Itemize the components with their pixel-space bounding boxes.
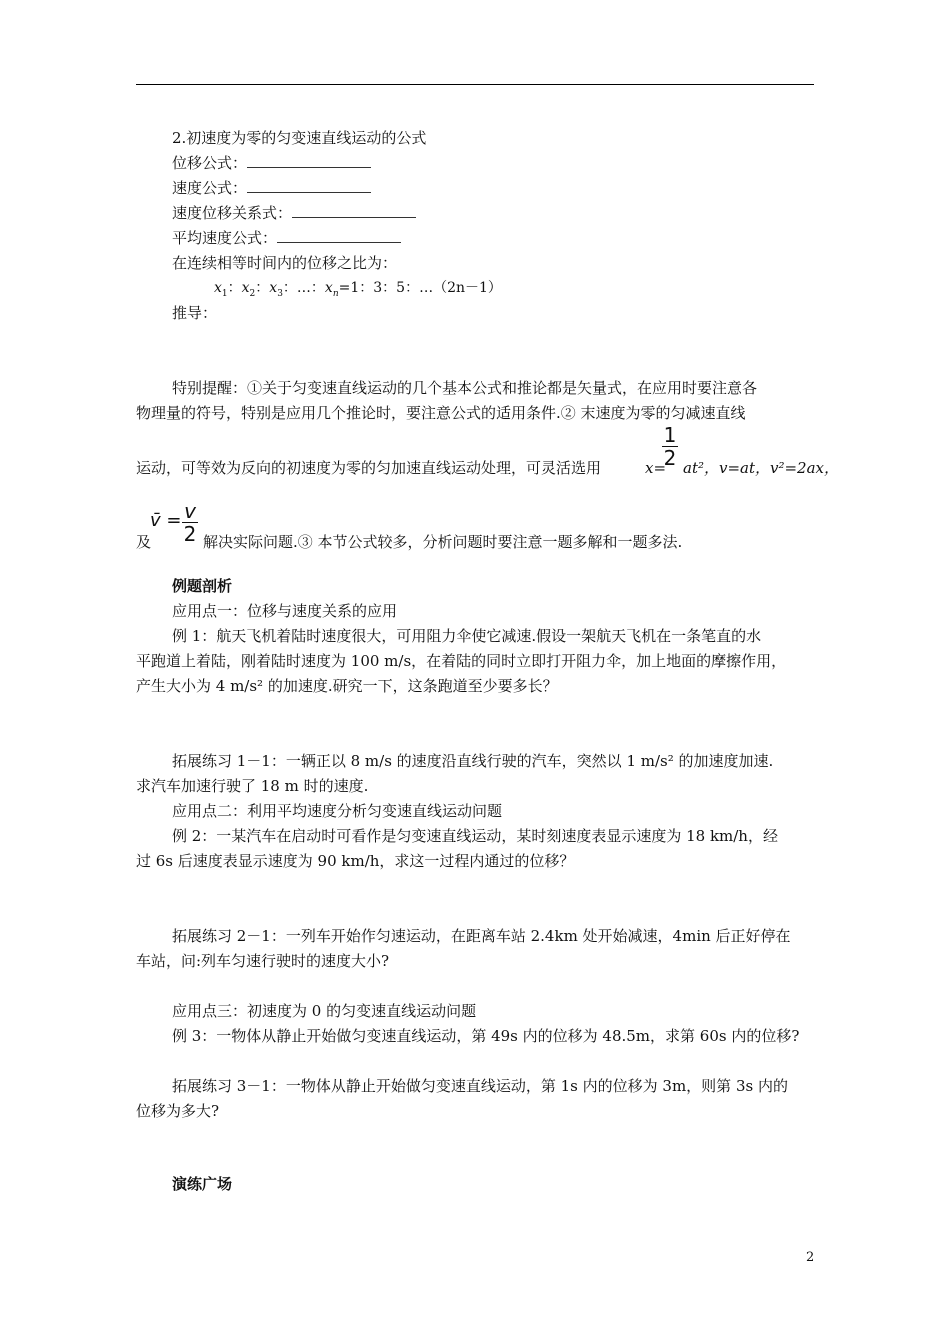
fraction-denominator: 2: [183, 522, 197, 546]
avg-velocity-formula-line: [172, 228, 401, 248]
application-point-3: 应用点三：初速度为 0 的匀变速直线运动问题: [172, 1002, 477, 1020]
velocity-formula-line: [172, 178, 371, 198]
vel-disp-label: 速度位移关系式：: [172, 204, 293, 222]
answer-blank: [292, 203, 416, 218]
ratio-tail: ：…（2n－1）: [405, 280, 502, 296]
displacement-label: 位移公式：: [172, 154, 248, 172]
avg-velocity-label: 平均速度公式：: [172, 229, 278, 247]
x-equals: x=: [645, 459, 667, 477]
answer-blank: [247, 178, 371, 193]
reminder-line-1: 特别提醒：①关于匀变速直线运动的几个基本公式和推论都是矢量式，在应用时要注意各: [172, 379, 758, 397]
velocity-label: 速度公式：: [172, 179, 248, 197]
v-over-two-fraction: [182, 500, 198, 545]
section-title: 2.初速度为零的匀变速直线运动的公式: [172, 129, 427, 147]
example-2-line-2: 过 6s 后速度表显示速度为 90 km/h，求这一过程内通过的位移？: [136, 852, 575, 870]
reminder-line-3b: at²，v=at，v²=2ax，: [683, 459, 839, 477]
practice-heading: 演练广场: [172, 1175, 233, 1193]
reminder-line-3a: 运动，可等效为反向的初速度为零的匀加速直线运动处理，可灵活选用: [136, 459, 602, 477]
example-1-line-3: 产生大小为 4 m/s² 的加速度.研究一下，这条跑道至少要多长？: [136, 677, 558, 695]
displacement-formula-line: [172, 153, 371, 173]
ratio-expression: $x_1$：$x_2$：$x_3$：…：$x_n=1$：3：5：…（2n－1）: [214, 280, 502, 299]
header-rule: [136, 84, 814, 85]
vbar-equals: v̄ =: [150, 510, 182, 531]
answer-blank: [277, 228, 401, 243]
extension-1-1-line-1: 拓展练习 1－1：一辆正以 8 m/s 的速度沿直线行驶的汽车，突然以 1 m/s² 的加速度加速.: [172, 752, 774, 770]
example-2-line-1: 例 2：一某汽车在启动时可看作是匀变速直线运动，某时刻速度表显示速度为 18 km/h，经: [172, 827, 778, 845]
answer-blank: [247, 153, 371, 168]
application-point-2: 应用点二：利用平均速度分析匀变速直线运动问题: [172, 802, 503, 820]
page-number: 2: [806, 1250, 815, 1265]
extension-3-1-line-2: 位移为多大?: [136, 1102, 220, 1120]
derive-label: 推导：: [172, 304, 218, 322]
example-3: 例 3：一物体从静止开始做匀变速直线运动，第 49s 内的位移为 48.5m，求第 60s 内的位移?: [172, 1027, 800, 1045]
reminder-line-2: 物理量的符号，特别是应用几个推论时，要注意公式的适用条件.② 末速度为零的匀减速直线: [136, 404, 746, 422]
extension-2-1-line-1: 拓展练习 2－1：一列车开始作匀速运动，在距离车站 2.4km 处开始减速，4min 后正好停在: [172, 927, 791, 945]
example-1-line-2: 平跑道上着陆，刚着陆时速度为 100 m/s，在着陆的同时立即打开阻力伞，加上地面的摩擦作用，: [136, 652, 787, 670]
examples-heading: 例题剖析: [172, 577, 233, 595]
example-1-line-1: 例 1：航天飞机着陆时速度很大，可用阻力伞使它减速.假设一架航天飞机在一条笔直的水: [172, 627, 762, 645]
one-half-fraction: [662, 424, 678, 469]
application-point-1: 应用点一：位移与速度关系的应用: [172, 602, 398, 620]
extension-2-1-line-2: 车站，问:列车匀速行驶时的速度大小?: [136, 952, 390, 970]
extension-1-1-line-2: 求汽车加速行驶了 18 m 时的速度.: [136, 777, 369, 795]
fraction-denominator: 2: [663, 446, 677, 470]
reminder-line-4-rest: 解决实际问题.③ 本节公式较多，分析问题时要注意一题多解和一题多法.: [203, 533, 683, 551]
reminder-line-4-prefix: 及: [136, 533, 152, 551]
fraction-numerator: 1: [663, 423, 677, 447]
fraction-numerator: v: [184, 499, 196, 523]
vel-disp-formula-line: [172, 203, 416, 223]
extension-3-1-line-1: 拓展练习 3－1：一物体从静止开始做匀变速直线运动，第 1s 内的位移为 3m，则第 3s 内的: [172, 1077, 788, 1095]
ratio-intro: 在连续相等时间内的位移之比为：: [172, 254, 398, 272]
